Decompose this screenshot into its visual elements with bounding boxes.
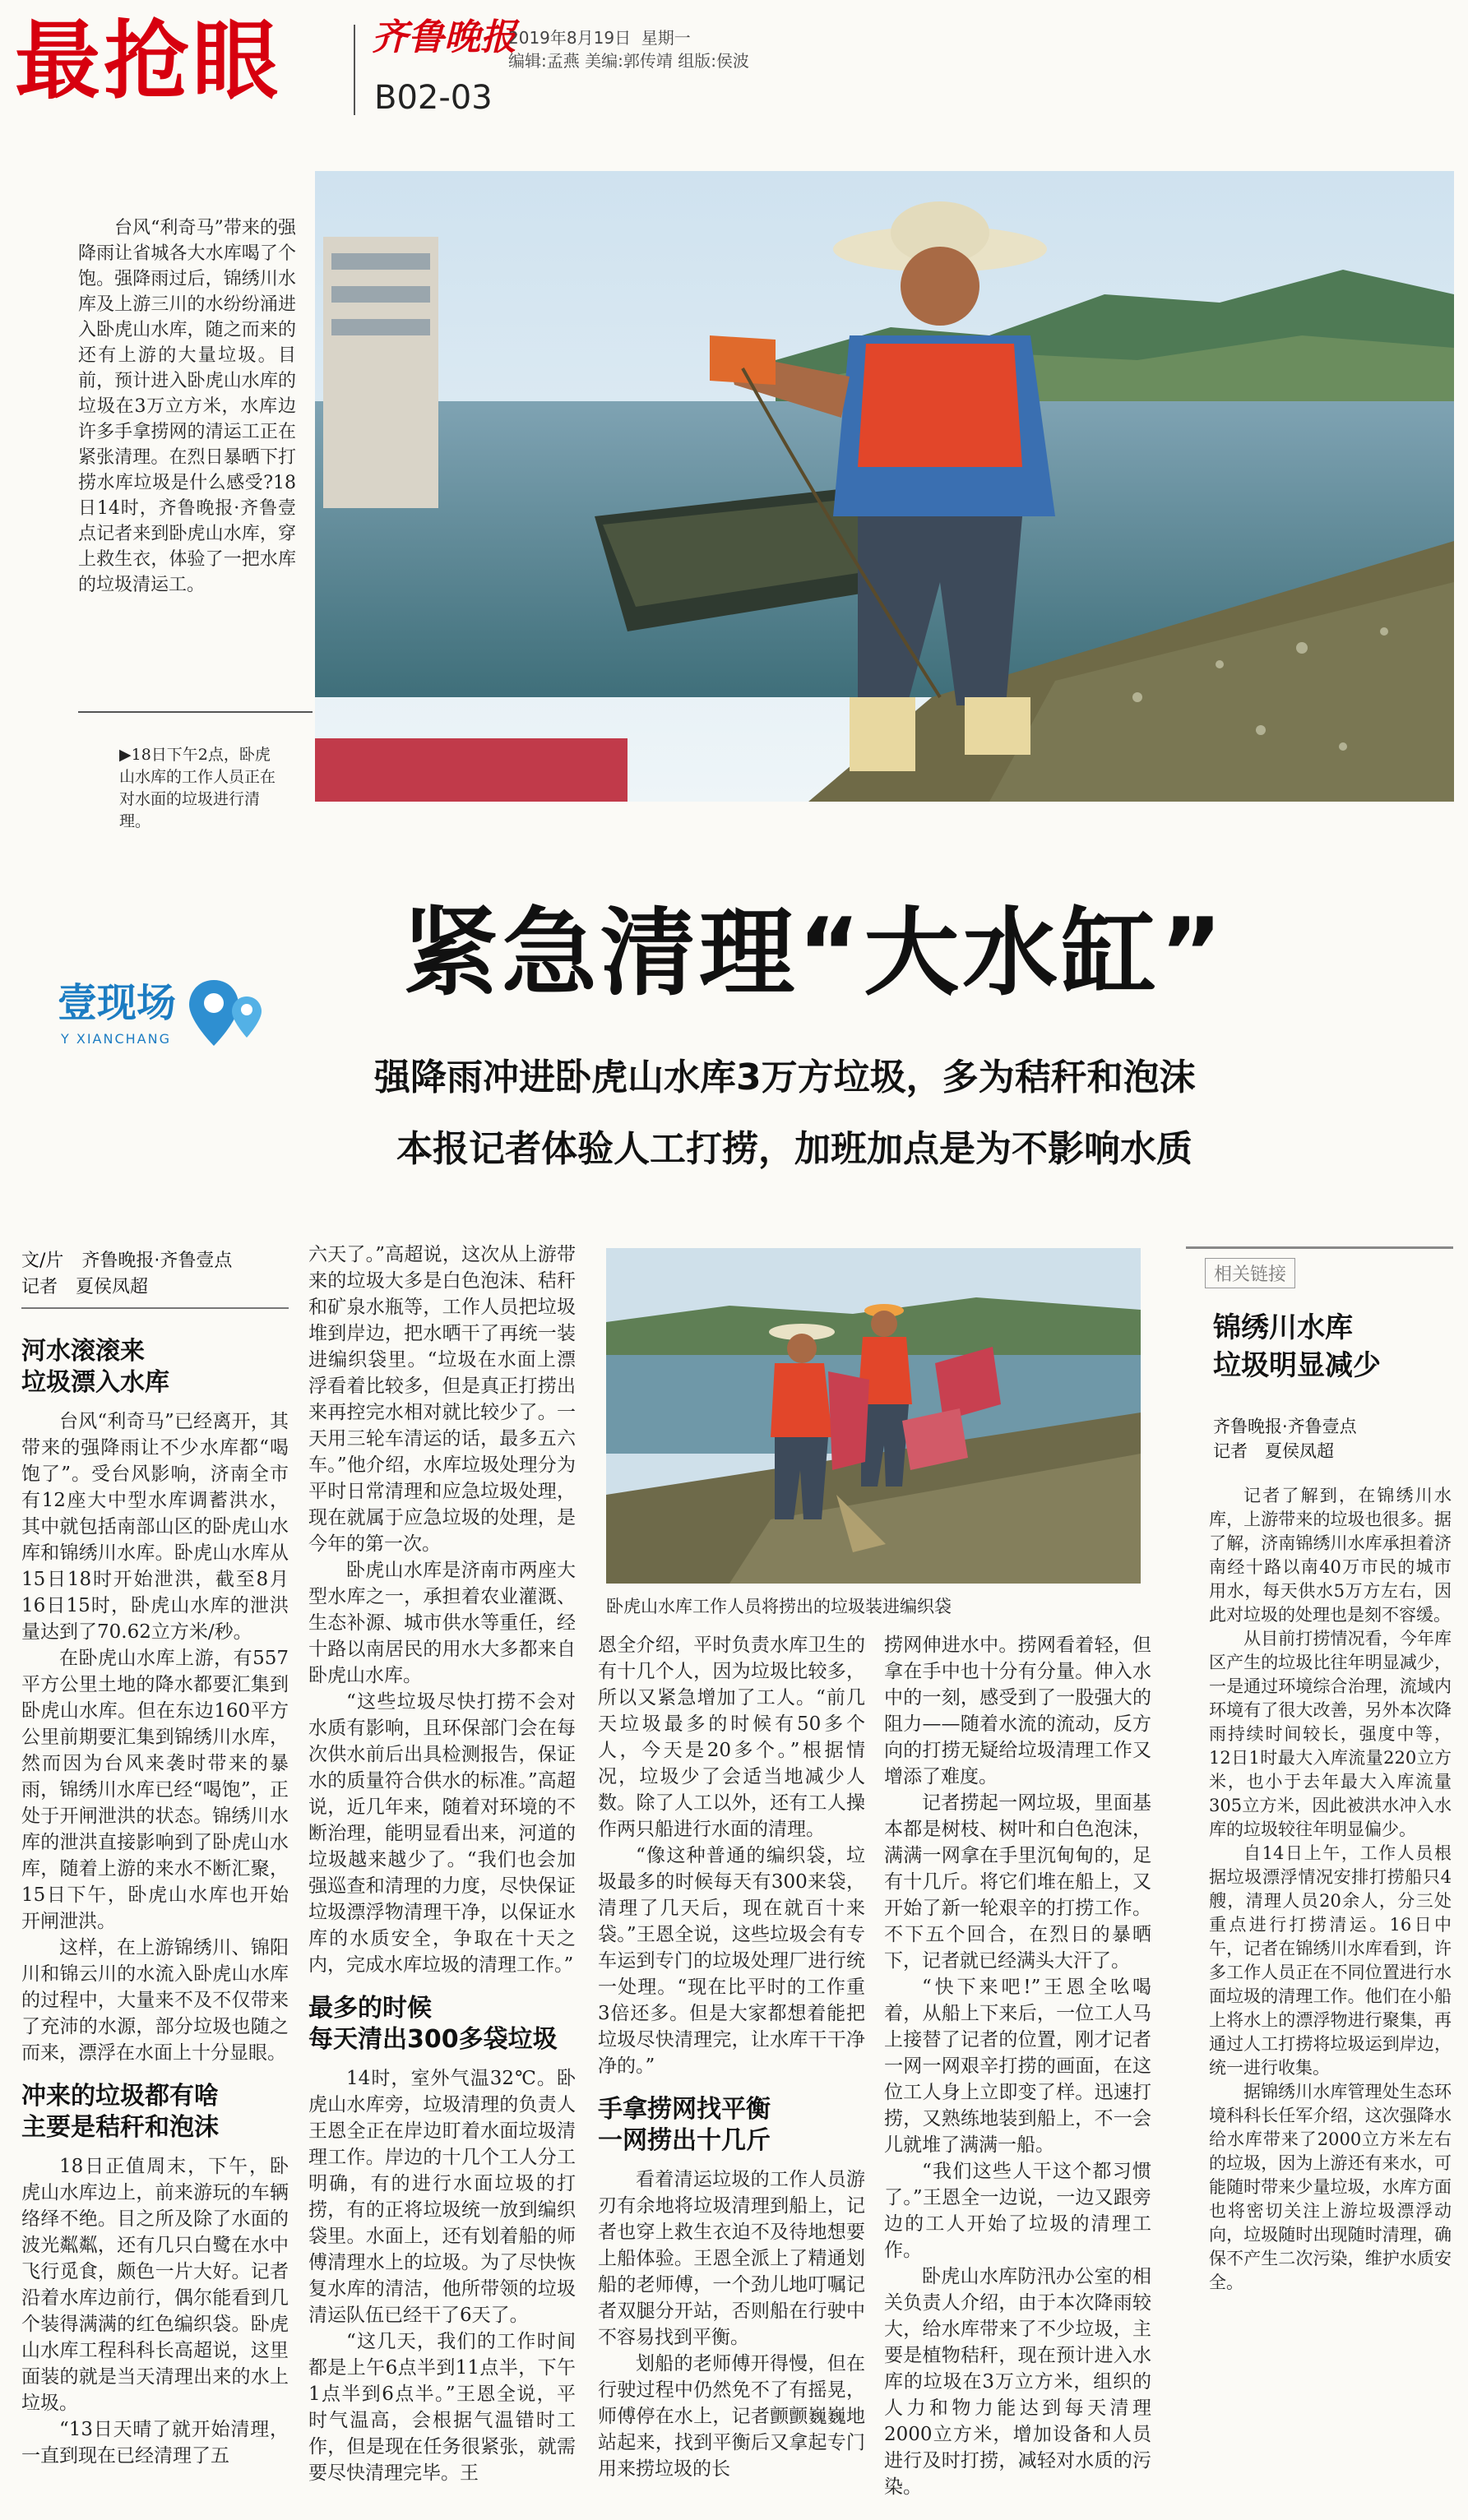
sidebar-title: 锦绣川水库 垃圾明显减少: [1213, 1311, 1381, 1382]
sidebar-byline: 齐鲁晚报·齐鲁壹点 记者 夏侯凤超: [1213, 1417, 1357, 1461]
subhead-2: 冲来的垃圾都有啥 主要是秸秆和泡沫: [21, 2082, 219, 2142]
column-3-text-a: 恩全介绍，平时负责水库卫生的有十几个人，因为垃圾比较多，所以又紧急增加了工人。“前几天垃圾最多的时候有50多个人，今天是20多个。”根据情况，垃圾少了会适当地减少人数。除了人工以外，还有工人操作两只船进行水面的清理。 “像这种普通的编织袋，垃圾最多的时候每天有300来袋，清理了几天后，现在就百十来袋。”王恩全说，这些垃圾会有专车运到专门的垃圾处理厂进行统一处理。“现在比平时的工作重3倍还多。但是大家都想着能把垃圾尽快清理完，让水库干干净净的。”: [598, 1635, 865, 2077]
article-column-4: [884, 1632, 1151, 2500]
location-pin-icon: [181, 964, 280, 1054]
column-3-text-b: 看着清运垃圾的工作人员游刃有余地将垃圾清理到船上，记者也穿上救生衣迫不及待地想要上船体验。王恩全派上了精通划船的老师傅，一个劲儿地叮嘱记者双腿分开站，否则船在行驶中不容易找到平衡。 划船的老师傅开得慢，但在行驶过程中仍然免不了有摇晃，师傅停在水上，记者颤颤巍巍地站起来，找到平衡后又拿起专门用来捞垃圾的长: [598, 2169, 865, 2480]
subhead-3: 最多的时候 每天清出300多袋垃圾: [308, 1994, 558, 2054]
section-logo: [49, 955, 288, 1062]
secondary-photo: [606, 1248, 1141, 1584]
subhead-1: 河水滚滚来 垃圾漂入水库: [21, 1337, 169, 1397]
reservoir-worker-photo: [315, 171, 1454, 802]
intro-text: 台风“利奇马”带来的强降雨让省城各大水库喝了个饱。强降雨过后，锦绣川水库及上游三川的水纷纷涌进入卧虎山水库，随之而来的还有上游的大量垃圾。目前，预计进入卧虎山水库的垃圾在3万立方米，水库边许多手拿捞网的清运工正在紧张清理。在烈日暴晒下打捞水库垃圾是什么感受?18日14时，齐鲁晚报·齐鲁壹点记者来到卧虎山水库，穿上救生衣，体验了一把水库的垃圾清运工。: [78, 218, 296, 595]
workers-bagging-photo: [606, 1248, 1141, 1584]
subheadline-2: 本报记者体验人工打捞，加班加点是为不影响水质: [396, 1128, 1192, 1170]
intro-rule: [78, 711, 313, 713]
column-1-text-b: 18日正值周末，下午，卧虎山水库边上，前来游玩的车辆络绎不绝。目之所及除了水面的波光粼粼，还有几只白鹭在水中飞行觅食，颇色一片大好。记者沿着水库边前行，偶尔能看到几个装得满满的红色编织袋。卧虎山水库工程科科长高超说，这里面装的就是当天清理出来的水上垃圾。 “13日天晴了就开始清理，一直到现在已经清理了五: [21, 2156, 289, 2467]
article-column-1: [21, 1336, 289, 2469]
column-1-text-a: 台风“利奇马”已经离开，其带来的强降雨让不少水库都“喝饱了”。受台风影响，济南全市有12座大中型水库调蓄洪水，其中就包括南部山区的卧虎山水库和锦绣川水库。卧虎山水库从15日18时开始泄洪，截至8月16日15时，卧虎山水库的泄洪量达到了70.62立方米/秒。 在卧虎山水库上游，有557平方公里土地的降水都要汇集到卧虎山水库。但在东边160平方公里前期要汇集到锦绣川水库，然而因为台风来袭时带来的暴雨，锦绣川水库已经“喝饱”，正处于开闸泄洪的状态。锦绣川水库的泄洪直接影响到了卧虎山水库，随着上游的来水不断汇聚，15日下午，卧虎山水库也开始开闸泄洪。 这样，在上游锦绣川、锦阳川和锦云川的水流入卧虎山水库的过程中，大量来不及不仅带来了充沛的水源，部分垃圾也随之而来，漂浮在水面上十分显眼。: [21, 1411, 289, 2064]
section-logo-pinyin: Y XIANCHANG: [61, 1031, 171, 1047]
article-column-3: [598, 1632, 865, 2482]
column-2-text-b: 14时，室外气温32℃。卧虎山水库旁，垃圾清理的负责人王恩全正在岸边盯着水面垃圾清理工作。岸边的十几个工人分工明确，有的进行水面垃圾的打捞，有的正将垃圾统一放到编织袋里。水面上，还有划着船的师傅清理水上的垃圾。为了尽快恢复水库的清洁，他所带领的垃圾清运队伍已经干了6天了。 “这几天，我们的工作时间都是上午6点半到11点半，下午1点半到6点半。”王恩全说，平时气温高，会根据气温错时工作，但是现在任务很紧张，就需要尽快清理完毕。王: [308, 2068, 576, 2484]
editor-credits: 编辑:孟燕 美编:郭传靖 组版:侯波: [508, 51, 749, 71]
newspaper-logo: 齐鲁晚报: [372, 16, 516, 58]
photo2-caption: 卧虎山水库工作人员将捞出的垃圾装进编织袋: [606, 1597, 952, 1616]
issue-date: 2019年8月19日 星期一: [508, 28, 691, 48]
photo1-caption: ▶18日下午2点，卧虎山水库的工作人员正在对水面的垃圾进行清理。: [119, 746, 276, 830]
byline: 文/片 齐鲁晚报·齐鲁壹点 记者 夏侯凤超: [21, 1251, 233, 1297]
section-logo-title: 壹现场: [58, 980, 177, 1026]
subheadline-1: 强降雨冲进卧虎山水库3万方垃圾，多为秸秆和泡沫: [374, 1057, 1196, 1098]
main-headline: 紧急清理“大水缸”: [403, 898, 1226, 1009]
column-2-text-a: 六天了。”高超说，这次从上游带来的垃圾大多是白色泡沫、秸秆和矿泉水瓶等，工作人员把垃圾堆到岸边，把水晒干了再统一装进编织袋里。“垃圾在水面上漂浮看着比较多，但是真正打捞出来再控完水相对就比较少了。一天用三轮车清运的话，最多五六车。”他介绍，水库垃圾处理分为平时日常清理和应急垃圾处理，现在就属于应急垃圾的处理，是今年的第一次。 卧虎山水库是济南市两座大型水库之一，承担着农业灌溉、生态补源、城市供水等重任，经十路以南居民的用水大多都来自卧虎山水库。 “这些垃圾尽快打捞不会对水质有影响，且环保部门会在每次供水前后出具检测报告，保证水的质量符合供水的标准。”高超说，近几年来，随着对环境的不断治理，能明显看出来，河道的垃圾越来越少了。“我们也会加强巡查和清理的力度，尽快保证垃圾漂浮物清理干净，以保证水库的水质安全，争取在十天之内，完成水库垃圾的清理工作。”: [308, 1244, 576, 1976]
sidebar-top-rule: [1186, 1246, 1453, 1249]
byline-rule: [21, 1307, 289, 1309]
column-4-text: 捞网伸进水中。捞网看着轻，但拿在手中也十分有分量。伸入水中的一刻，感受到了一股强大的阻力——随着水流的流动，反方向的打捞无疑给垃圾清理工作又增添了难度。 记者捞起一网垃圾，里面基本都是树枝、树叶和白色泡沫，满满一网拿在手里沉甸甸的，足有十几斤。将它们堆在船上，又开始了新一轮艰辛的打捞工作。不下五个回合，在烈日的暴晒下，记者就已经满头大汗了。 “快下来吧!”王恩全吆喝着，从船上下来后，一位工人马上接替了记者的位置，刚才记者一网一网艰辛打捞的画面，在这位工人身上立即变了样。迅速打捞，又熟练地装到船上，不一会儿就堆了满满一船。 “我们这些人干这个都习惯了。”王恩全一边说，一边又跟旁边的工人开始了垃圾的清理工作。 卧虎山水库防汛办公室的相关负责人介绍，由于本次降雨较大，给水库带来了不少垃圾，主要是植物秸秆，现在预计进入水库的垃圾在3万立方米，组织的人力和物力能达到每天清理2000立方米，增加设备和人员进行及时打捞，减轻对水质的污染。: [884, 1635, 1151, 2498]
sidebar-tag: 相关链接: [1205, 1258, 1295, 1288]
masthead-divider: [354, 25, 355, 115]
sidebar-text: 记者了解到，在锦绣川水库，上游带来的垃圾也很多。据了解，济南锦绣川水库承担着济南经十路以南40万市民的城市用水，每天供水5万方左右，因此对垃圾的处理也是刻不容缓。 从目前打捞情况看，今年库区产生的垃圾比往年明显减少，一是通过环境综合治理，流域内环境有了很大改善，另外本次降雨持续时间较长，强度中等，12日1时最大入库流量220立方米，也小于去年最大入库流量305立方米，因此被洪水冲入水库的垃圾较往年明显偏少。 自14日上午，工作人员根据垃圾漂浮情况安排打捞船只4艘，清理人员20余人，分三处重点进行打捞清运。16日中午，记者在锦绣川水库看到，许多工作人员正在不同位置进行水面垃圾的清理工作。他们在小船上将水上的漂浮物进行聚集，再通过人工打捞将垃圾运到岸边，统一进行收集。 据锦绣川水库管理处生态环境科科长任军介绍，这次强降水给水库带来了2000立方米左右的垃圾，因为上游还有来水，可能随时带来少量垃圾，水库方面也将密切关注上游垃圾漂浮动向，垃圾随时出现随时清理，确保不产生二次污染，维护水质安全。: [1209, 1486, 1452, 2292]
sidebar-body: [1209, 1484, 1452, 2295]
section-title: 最抢眼: [15, 11, 282, 111]
article-column-2: [308, 1242, 576, 2486]
page-number: B02-03: [374, 79, 493, 117]
main-photo: [315, 171, 1454, 802]
subhead-4: 手拿捞网找平衡 一网捞出十几斤: [598, 2095, 771, 2155]
